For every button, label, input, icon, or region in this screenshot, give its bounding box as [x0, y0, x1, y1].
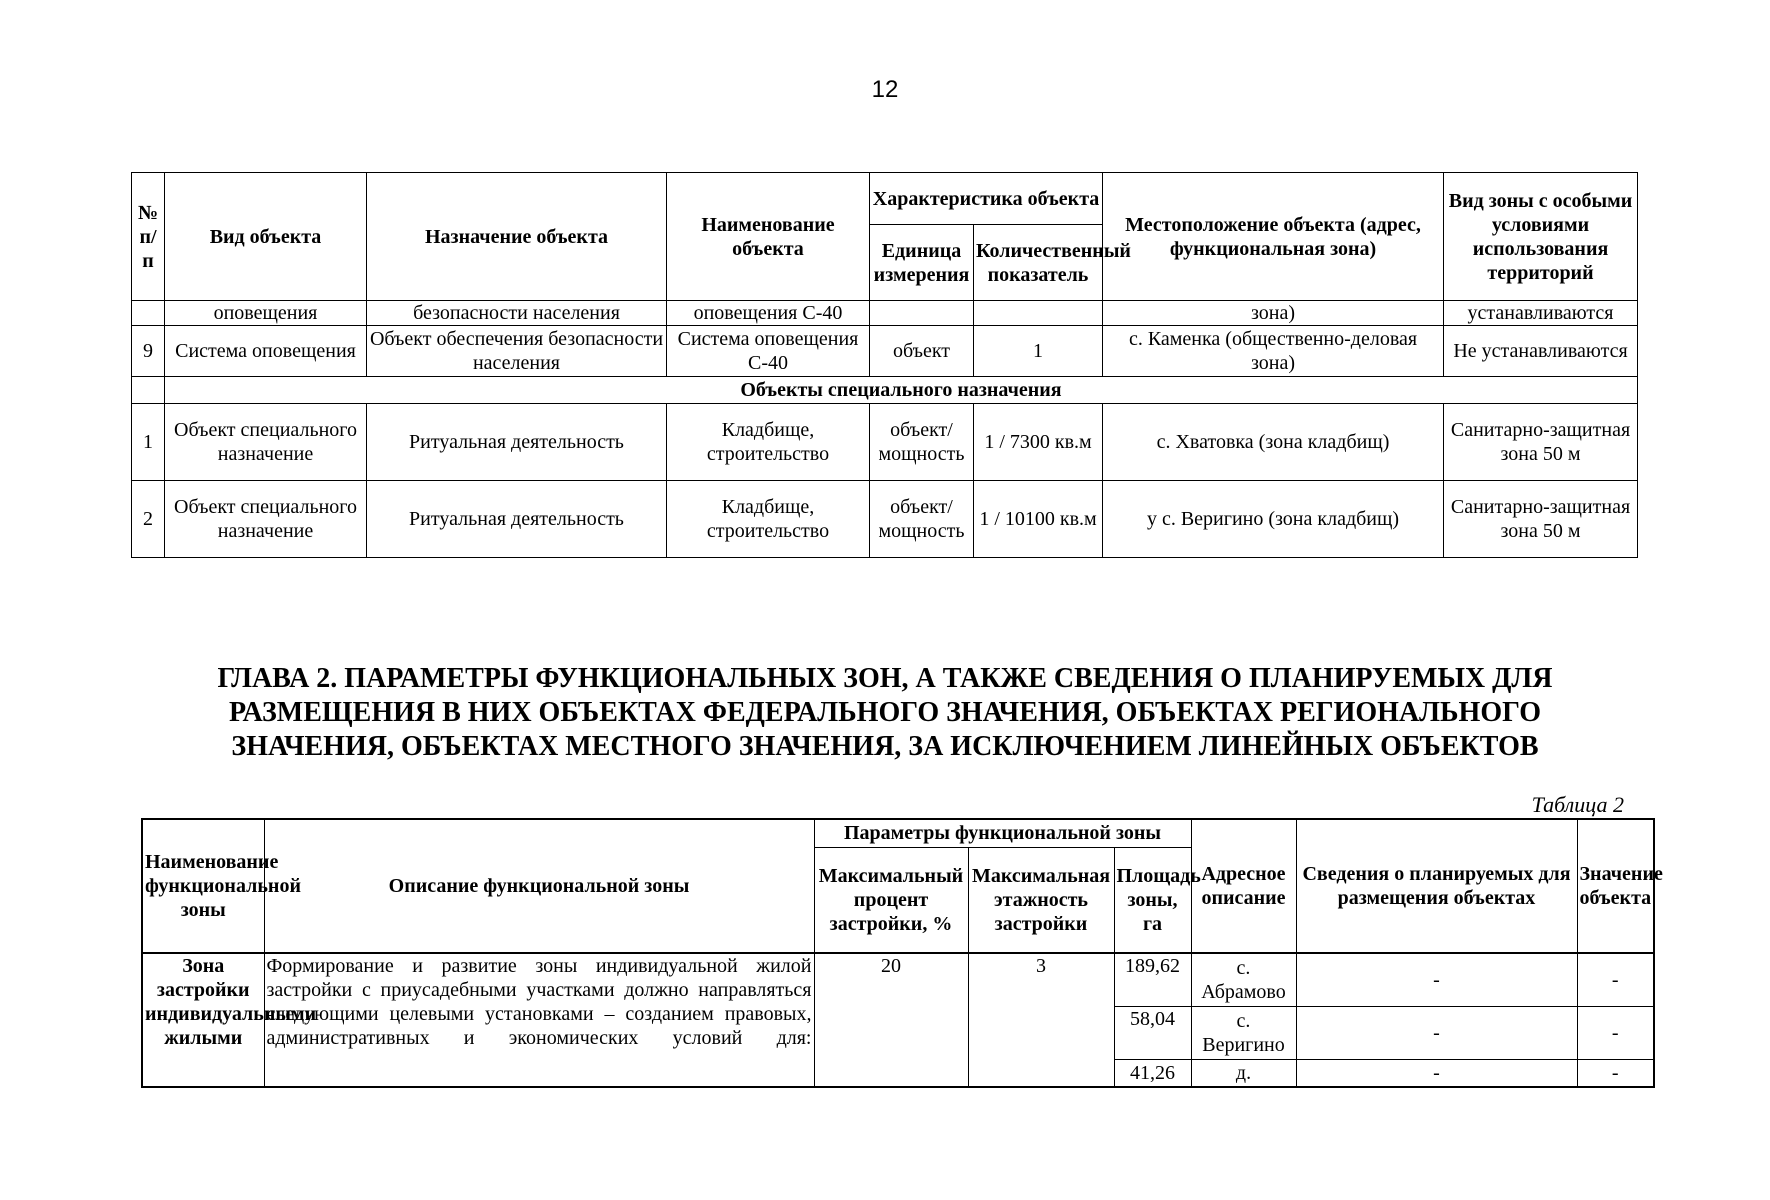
- cell-location: с. Каменка (общественно-деловая зона): [1103, 326, 1444, 377]
- cell-zone: устанавливаются: [1444, 301, 1638, 326]
- cell-type: Объект специального назначение: [165, 404, 367, 481]
- cell-purpose: Объект обеспечения безопасности населения: [367, 326, 667, 377]
- max-floors: 3: [968, 953, 1114, 1087]
- cell-planned: -: [1296, 1007, 1577, 1060]
- cell-purpose: Ритуальная деятельность: [367, 404, 667, 481]
- cell-area: 41,26: [1114, 1060, 1191, 1088]
- cell-name: оповещения С-40: [667, 301, 870, 326]
- header-location: Местоположение объекта (адрес, функциональная зона): [1103, 173, 1444, 301]
- header-significance: Значение объекта: [1577, 819, 1654, 953]
- objects-table: [131, 172, 1638, 558]
- table-row: [132, 404, 1638, 481]
- cell-purpose: Ритуальная деятельность: [367, 481, 667, 558]
- cell-unit: объект/ мощность: [870, 404, 974, 481]
- max-percent: 20: [814, 953, 968, 1087]
- cell-purpose: безопасности населения: [367, 301, 667, 326]
- zone-name: Зона застройки индивидуальными жилыми: [142, 953, 264, 1087]
- section-title: Объекты специального назначения: [165, 377, 1638, 404]
- header-quantity: Количественный показатель: [974, 225, 1103, 301]
- cell-unit: [870, 301, 974, 326]
- header-object-purpose: Назначение объекта: [367, 173, 667, 301]
- header-area: Площадь зоны, га: [1114, 847, 1191, 953]
- table-row: [132, 481, 1638, 558]
- page-number: 12: [871, 76, 899, 103]
- cell-location: зона): [1103, 301, 1444, 326]
- section-row: [132, 377, 1638, 404]
- cell-significance: -: [1577, 1007, 1654, 1060]
- table-row: [132, 301, 1638, 326]
- cell-zone: Санитарно-защитная зона 50 м: [1444, 481, 1638, 558]
- cell-zone: Не устанавливаются: [1444, 326, 1638, 377]
- zone-description: Формирование и развитие зоны индивидуальной жилой застройки с приусадебными участками должно направляться следующими целевыми установками – созданием правовых, административных и экономических условий для:: [264, 953, 814, 1087]
- cell-planned: -: [1296, 953, 1577, 1007]
- table-caption: Таблица 2: [1531, 792, 1624, 817]
- header-params: Параметры функциональной зоны: [814, 819, 1191, 847]
- header-characteristics: Характеристика объекта: [870, 173, 1103, 225]
- cell-quantity: 1 / 7300 кв.м: [974, 404, 1103, 481]
- cell-num: [132, 301, 165, 326]
- cell-address: с. Абрамово: [1191, 953, 1296, 1007]
- header-planned: Сведения о планируемых для размещения объектах: [1296, 819, 1577, 953]
- table-row: [142, 953, 1654, 1007]
- cell-address: д.: [1191, 1060, 1296, 1088]
- cell-significance: -: [1577, 1060, 1654, 1088]
- header-zone-name: Наименование функциональной зоны: [142, 819, 264, 953]
- cell-unit: объект/ мощность: [870, 481, 974, 558]
- header-address: Адресное описание: [1191, 819, 1296, 953]
- table-row: [132, 326, 1638, 377]
- header-zone: Вид зоны с особыми условиями использования территорий: [1444, 173, 1638, 301]
- cell-empty: [132, 377, 165, 404]
- zones-table: [141, 818, 1663, 1088]
- cell-location: у с. Веригино (зона кладбищ): [1103, 481, 1444, 558]
- cell-area: 58,04: [1114, 1007, 1191, 1060]
- cell-quantity: 1: [974, 326, 1103, 377]
- cell-num: 2: [132, 481, 165, 558]
- header-num: № п/п: [132, 173, 165, 301]
- cell-name: Система оповещения С-40: [667, 326, 870, 377]
- cell-type: Система оповещения: [165, 326, 367, 377]
- header-unit: Единица измерения: [870, 225, 974, 301]
- cell-significance: -: [1577, 953, 1654, 1007]
- cell-address: с. Веригино: [1191, 1007, 1296, 1060]
- cell-name: Кладбище, строительство: [667, 481, 870, 558]
- cell-quantity: [974, 301, 1103, 326]
- header-description: Описание функциональной зоны: [264, 819, 814, 953]
- cell-num: 9: [132, 326, 165, 377]
- cell-type: оповещения: [165, 301, 367, 326]
- cell-unit: объект: [870, 326, 974, 377]
- cell-type: Объект специального назначение: [165, 481, 367, 558]
- header-object-type: Вид объекта: [165, 173, 367, 301]
- cell-name: Кладбище, строительство: [667, 404, 870, 481]
- cell-area: 189,62: [1114, 953, 1191, 1007]
- header-object-name: Наименование объекта: [667, 173, 870, 301]
- cell-quantity: 1 / 10100 кв.м: [974, 481, 1103, 558]
- cell-num: 1: [132, 404, 165, 481]
- cell-location: с. Хватовка (зона кладбищ): [1103, 404, 1444, 481]
- header-max-floors: Максимальная этажность застройки: [968, 847, 1114, 953]
- cell-zone: Санитарно-защитная зона 50 м: [1444, 404, 1638, 481]
- cell-planned: -: [1296, 1060, 1577, 1088]
- chapter-title: ГЛАВА 2. ПАРАМЕТРЫ ФУНКЦИОНАЛЬНЫХ ЗОН, А ТАКЖЕ СВЕДЕНИЯ О ПЛАНИРУЕМЫХ ДЛЯ РАЗМЕЩЕНИЯ В НИХ ОБЪЕКТАХ ФЕДЕРАЛЬНОГО ЗНАЧЕНИЯ, ОБЪЕКТАХ РЕГИОНАЛЬНОГО ЗНАЧЕНИЯ, ОБЪЕКТАХ МЕСТНОГО ЗНАЧЕНИЯ, ЗА ИСКЛЮЧЕНИЕМ ЛИНЕЙНЫХ ОБЪЕКТОВ: [217, 663, 1553, 762]
- header-max-percent: Максимальный процент застройки, %: [814, 847, 968, 953]
